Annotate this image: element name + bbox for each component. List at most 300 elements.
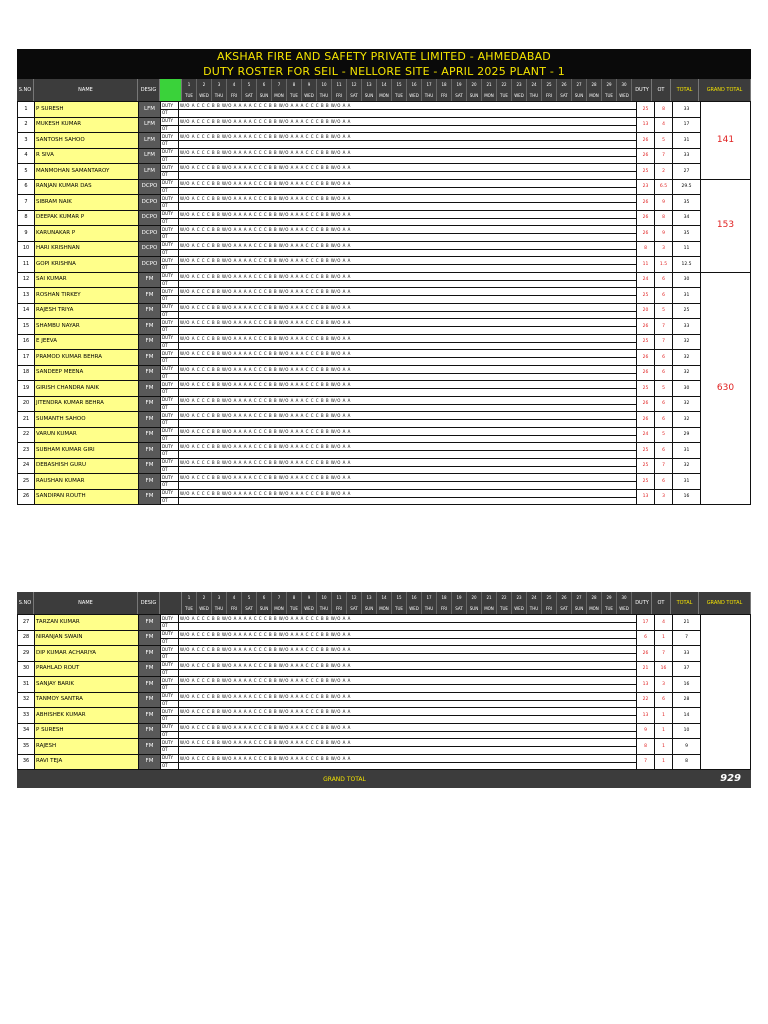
ot-count: 8 xyxy=(655,102,673,118)
duty-count: 26 xyxy=(637,350,655,366)
ot-label: OT xyxy=(161,731,179,739)
duty-codes: W/O A C C C B B W/O A A A A C C C B B W/O A A A C C C B B W/O A A xyxy=(179,646,637,654)
total-count: 10 xyxy=(673,723,701,739)
table-row xyxy=(18,692,751,700)
employee-name: SHAMBU NAYAR xyxy=(35,319,139,335)
designation: FM xyxy=(139,272,161,288)
weekday: THU xyxy=(317,90,332,101)
day-number: 24 xyxy=(527,592,542,603)
day-number: 11 xyxy=(332,79,347,90)
header-total: TOTAL xyxy=(671,79,699,101)
ot-label: OT xyxy=(161,234,179,242)
row-sno: 16 xyxy=(18,334,35,350)
weekday: TUE xyxy=(497,90,512,101)
total-count: 8 xyxy=(673,754,701,770)
employee-name: VARUN KUMAR xyxy=(35,427,139,443)
ot-codes xyxy=(179,342,637,350)
duty-codes: W/O A C C C B B W/O A A A A C C C B B W/O A A A C C C B B W/O A A xyxy=(179,272,637,280)
duty-codes: W/O A C C C B B W/O A A A A C C C B B W/O A A A C C C B B W/O A A xyxy=(179,257,637,265)
weekday: SUN xyxy=(257,90,272,101)
weekday: SUN xyxy=(572,603,587,614)
ot-count: 3 xyxy=(655,677,673,693)
total-count: 33 xyxy=(673,102,701,118)
weekday: SUN xyxy=(257,603,272,614)
total-count: 27 xyxy=(673,164,701,180)
employee-name: ROSHAN TIRKEY xyxy=(35,288,139,304)
total-count: 32 xyxy=(673,334,701,350)
duty-codes: W/O A C C C B B W/O A A A A C C C B B W/O A A A C C C B B W/O A A xyxy=(179,723,637,731)
employee-name: E JEEVA xyxy=(35,334,139,350)
ot-label: OT xyxy=(161,265,179,273)
duty-label: DUTY xyxy=(161,241,179,249)
day-number: 18 xyxy=(437,79,452,90)
duty-codes: W/O A C C C B B W/O A A A A C C C B B W/O A A A C C C B B W/O A A xyxy=(179,226,637,234)
header-ot: OT xyxy=(652,79,671,101)
day-number: 19 xyxy=(452,79,467,90)
duty-count: 26 xyxy=(637,210,655,226)
table-row xyxy=(18,257,751,265)
weekday: SAT xyxy=(242,90,257,101)
ot-label: OT xyxy=(161,747,179,755)
duty-codes: W/O A C C C B B W/O A A A A C C C B B W/O A A A C C C B B W/O A A xyxy=(179,754,637,762)
header-duty: DUTY xyxy=(633,592,652,614)
day-number: 9 xyxy=(302,79,317,90)
day-number: 27 xyxy=(572,592,587,603)
total-count: 34 xyxy=(673,210,701,226)
day-number: 6 xyxy=(257,79,272,90)
day-number: 17 xyxy=(422,592,437,603)
weekday: THU xyxy=(317,603,332,614)
header-duty: DUTY xyxy=(633,79,652,101)
ot-count: 6 xyxy=(655,365,673,381)
ot-count: 1 xyxy=(655,754,673,770)
duty-count: 7 xyxy=(637,754,655,770)
total-count: 30 xyxy=(673,272,701,288)
row-sno: 7 xyxy=(18,195,35,211)
total-count: 33 xyxy=(673,148,701,164)
weekday: FRI xyxy=(437,603,452,614)
employee-name: DIP KUMAR ACHARIYA xyxy=(35,646,139,662)
weekday: WED xyxy=(512,603,527,614)
row-sno: 27 xyxy=(18,615,35,631)
ot-count: 6 xyxy=(655,474,673,490)
weekday: WED xyxy=(512,90,527,101)
day-number: 23 xyxy=(512,79,527,90)
ot-label: OT xyxy=(161,466,179,474)
employee-name: PRAMOD KUMAR BEHRA xyxy=(35,350,139,366)
ot-count: 9 xyxy=(655,226,673,242)
duty-count: 26 xyxy=(637,319,655,335)
row-sno: 35 xyxy=(18,739,35,755)
duty-label: DUTY xyxy=(161,661,179,669)
duty-label: DUTY xyxy=(161,272,179,280)
table-row xyxy=(18,630,751,638)
duty-label: DUTY xyxy=(161,692,179,700)
ot-count: 7 xyxy=(655,334,673,350)
table-row xyxy=(18,646,751,654)
total-count: 37 xyxy=(673,661,701,677)
ot-codes xyxy=(179,747,637,755)
table-row xyxy=(18,396,751,404)
ot-codes xyxy=(179,172,637,180)
day-number: 8 xyxy=(287,592,302,603)
ot-count: 1 xyxy=(655,708,673,724)
total-count: 12.5 xyxy=(673,257,701,273)
day-number: 14 xyxy=(377,79,392,90)
ot-count: 6 xyxy=(655,412,673,428)
ot-label: OT xyxy=(161,497,179,505)
day-number: 12 xyxy=(347,79,362,90)
table-row xyxy=(18,708,751,716)
weekday: SUN xyxy=(467,603,482,614)
duty-count: 20 xyxy=(637,303,655,319)
designation: DCPO xyxy=(139,179,161,195)
day-number: 5 xyxy=(242,592,257,603)
row-sno: 36 xyxy=(18,754,35,770)
ot-codes xyxy=(179,311,637,319)
ot-codes xyxy=(179,280,637,288)
duty-count: 22 xyxy=(637,692,655,708)
header-grand-total: GRAND TOTAL xyxy=(699,592,751,614)
ot-label: OT xyxy=(161,654,179,662)
duty-label: DUTY xyxy=(161,427,179,435)
employee-name: JITENDRA KUMAR BEHRA xyxy=(35,396,139,412)
duty-label: DUTY xyxy=(161,754,179,762)
ot-count: 5 xyxy=(655,427,673,443)
day-number: 17 xyxy=(422,79,437,90)
grand-total-cell: 630 xyxy=(701,272,751,505)
table-row xyxy=(18,754,751,762)
duty-label: DUTY xyxy=(161,319,179,327)
row-sno: 31 xyxy=(18,677,35,693)
employee-name: ABHISHEK KUMAR xyxy=(35,708,139,724)
duty-count: 26 xyxy=(637,226,655,242)
employee-name: SUMANTH SAHOO xyxy=(35,412,139,428)
ot-codes xyxy=(179,731,637,739)
row-sno: 11 xyxy=(18,257,35,273)
duty-count: 26 xyxy=(637,148,655,164)
duty-label: DUTY xyxy=(161,195,179,203)
designation: DCPO xyxy=(139,241,161,257)
duty-label: DUTY xyxy=(161,334,179,342)
weekday: SAT xyxy=(347,90,362,101)
duty-codes: W/O A C C C B B W/O A A A A C C C B B W/O A A A C C C B B W/O A A xyxy=(179,427,637,435)
duty-codes: W/O A C C C B B W/O A A A A C C C B B W/O A A A C C C B B W/O A A xyxy=(179,319,637,327)
row-sno: 21 xyxy=(18,412,35,428)
table-row xyxy=(18,412,751,420)
ot-codes xyxy=(179,156,637,164)
duty-codes: W/O A C C C B B W/O A A A A C C C B B W/O A A A C C C B B W/O A A xyxy=(179,615,637,623)
weekday: MON xyxy=(587,90,602,101)
row-sno: 15 xyxy=(18,319,35,335)
row-sno: 9 xyxy=(18,226,35,242)
designation: LFM xyxy=(139,148,161,164)
duty-codes: W/O A C C C B B W/O A A A A C C C B B W/O A A A C C C B B W/O A A xyxy=(179,396,637,404)
row-sno: 30 xyxy=(18,661,35,677)
duty-label: DUTY xyxy=(161,646,179,654)
header-row xyxy=(17,592,751,614)
day-number: 28 xyxy=(587,79,602,90)
total-count: 31 xyxy=(673,133,701,149)
ot-label: OT xyxy=(161,311,179,319)
ot-count: 4 xyxy=(655,117,673,133)
row-sno: 13 xyxy=(18,288,35,304)
total-count: 14 xyxy=(673,708,701,724)
duty-count: 25 xyxy=(637,334,655,350)
day-number: 15 xyxy=(392,79,407,90)
designation: FM xyxy=(139,708,161,724)
day-number: 2 xyxy=(197,79,212,90)
duty-codes: W/O A C C C B B W/O A A A A C C C B B W/O A A A C C C B B W/O A A xyxy=(179,677,637,685)
total-count: 33 xyxy=(673,646,701,662)
table-row xyxy=(18,739,751,747)
employee-name: SAI KUMAR xyxy=(35,272,139,288)
table-row xyxy=(18,723,751,731)
designation: LFM xyxy=(139,102,161,118)
row-sno: 17 xyxy=(18,350,35,366)
duty-count: 8 xyxy=(637,241,655,257)
ot-label: OT xyxy=(161,451,179,459)
weekday: WED xyxy=(302,90,317,101)
weekday: THU xyxy=(422,603,437,614)
duty-label: DUTY xyxy=(161,210,179,218)
designation: FM xyxy=(139,630,161,646)
ot-label: OT xyxy=(161,669,179,677)
weekday: SAT xyxy=(557,90,572,101)
total-count: 32 xyxy=(673,365,701,381)
day-number: 16 xyxy=(407,79,422,90)
weekday: SUN xyxy=(467,90,482,101)
ot-codes xyxy=(179,249,637,257)
duty-codes: W/O A C C C B B W/O A A A A C C C B B W/O A A A C C C B B W/O A A xyxy=(179,350,637,358)
designation: FM xyxy=(139,615,161,631)
duty-codes: W/O A C C C B B W/O A A A A C C C B B W/O A A A C C C B B W/O A A xyxy=(179,443,637,451)
day-number: 11 xyxy=(332,592,347,603)
total-count: 33 xyxy=(673,319,701,335)
duty-codes: W/O A C C C B B W/O A A A A C C C B B W/O A A A C C C B B W/O A A xyxy=(179,164,637,172)
ot-count: 6 xyxy=(655,692,673,708)
duty-count: 13 xyxy=(637,117,655,133)
header-name: NAME xyxy=(34,79,138,101)
designation: FM xyxy=(139,661,161,677)
table-row xyxy=(18,319,751,327)
employee-name: SIBRAM NAIK xyxy=(35,195,139,211)
row-sno: 1 xyxy=(18,102,35,118)
roster-table xyxy=(17,101,751,505)
weekday: FRI xyxy=(542,90,557,101)
roster-sheet-page-2 xyxy=(17,592,751,788)
row-sno: 22 xyxy=(18,427,35,443)
total-count: 31 xyxy=(673,443,701,459)
ot-label: OT xyxy=(161,125,179,133)
designation: FM xyxy=(139,319,161,335)
day-number: 3 xyxy=(212,592,227,603)
ot-label: OT xyxy=(161,700,179,708)
weekday: SAT xyxy=(452,603,467,614)
ot-codes xyxy=(179,700,637,708)
designation: DCPO xyxy=(139,257,161,273)
ot-count: 6 xyxy=(655,396,673,412)
ot-count: 1 xyxy=(655,723,673,739)
weekday: TUE xyxy=(287,90,302,101)
ot-count: 7 xyxy=(655,319,673,335)
total-count: 31 xyxy=(673,288,701,304)
row-sno: 18 xyxy=(18,365,35,381)
table-row xyxy=(18,474,751,482)
ot-codes xyxy=(179,125,637,133)
table-row xyxy=(18,427,751,435)
ot-codes xyxy=(179,420,637,428)
weekday: SAT xyxy=(242,603,257,614)
employee-name: DEBASHISH GURU xyxy=(35,458,139,474)
grand-total-row xyxy=(17,770,751,788)
duty-codes: W/O A C C C B B W/O A A A A C C C B B W/O A A A C C C B B W/O A A xyxy=(179,210,637,218)
grand-total-value: 929 xyxy=(720,773,741,784)
grand-total-cell: 153 xyxy=(701,179,751,272)
designation: FM xyxy=(139,474,161,490)
duty-codes: W/O A C C C B B W/O A A A A C C C B B W/O A A A C C C B B W/O A A xyxy=(179,195,637,203)
day-number: 8 xyxy=(287,79,302,90)
ot-codes xyxy=(179,654,637,662)
duty-label: DUTY xyxy=(161,412,179,420)
employee-name: TARZAN KUMAR xyxy=(35,615,139,631)
row-sno: 8 xyxy=(18,210,35,226)
duty-count: 25 xyxy=(637,164,655,180)
weekday: FRI xyxy=(332,90,347,101)
weekday: THU xyxy=(212,603,227,614)
total-count: 28 xyxy=(673,692,701,708)
ot-count: 6 xyxy=(655,350,673,366)
row-sno: 3 xyxy=(18,133,35,149)
table-row xyxy=(18,443,751,451)
row-sno: 24 xyxy=(18,458,35,474)
header-sno: S.NO xyxy=(17,79,34,101)
day-number: 4 xyxy=(227,79,242,90)
day-number: 23 xyxy=(512,592,527,603)
weekday: MON xyxy=(272,603,287,614)
designation: FM xyxy=(139,288,161,304)
company-title: AKSHAR FIRE AND SAFETY PRIVATE LIMITED - AHMEDABAD xyxy=(17,49,751,64)
day-number: 29 xyxy=(602,79,617,90)
duty-count: 24 xyxy=(637,427,655,443)
duty-label: DUTY xyxy=(161,739,179,747)
table-row xyxy=(18,350,751,358)
duty-codes: W/O A C C C B B W/O A A A A C C C B B W/O A A A C C C B B W/O A A xyxy=(179,489,637,497)
row-sno: 14 xyxy=(18,303,35,319)
ot-label: OT xyxy=(161,358,179,366)
designation: FM xyxy=(139,677,161,693)
designation: FM xyxy=(139,443,161,459)
total-count: 35 xyxy=(673,195,701,211)
ot-count: 3 xyxy=(655,489,673,505)
table-row xyxy=(18,334,751,342)
ot-label: OT xyxy=(161,404,179,412)
duty-label: DUTY xyxy=(161,226,179,234)
day-number: 12 xyxy=(347,592,362,603)
ot-label: OT xyxy=(161,156,179,164)
duty-label: DUTY xyxy=(161,615,179,623)
duty-count: 23 xyxy=(637,179,655,195)
table-row xyxy=(18,615,751,623)
day-number: 25 xyxy=(542,592,557,603)
weekday: MON xyxy=(377,603,392,614)
weekday: WED xyxy=(617,90,632,101)
duty-count: 26 xyxy=(637,412,655,428)
employee-name: SANDEEP MEENA xyxy=(35,365,139,381)
ot-count: 6 xyxy=(655,272,673,288)
header-row xyxy=(17,79,751,101)
duty-count: 26 xyxy=(637,646,655,662)
table-row xyxy=(18,148,751,156)
duty-codes: W/O A C C C B B W/O A A A A C C C B B W/O A A A C C C B B W/O A A xyxy=(179,630,637,638)
ot-label: OT xyxy=(161,296,179,304)
day-number: 21 xyxy=(482,592,497,603)
duty-codes: W/O A C C C B B W/O A A A A C C C B B W/O A A A C C C B B W/O A A xyxy=(179,133,637,141)
designation: FM xyxy=(139,381,161,397)
table-row xyxy=(18,677,751,685)
weekday: MON xyxy=(482,603,497,614)
table-row xyxy=(18,195,751,203)
ot-count: 6.5 xyxy=(655,179,673,195)
duty-label: DUTY xyxy=(161,630,179,638)
total-count: 32 xyxy=(673,350,701,366)
day-number: 29 xyxy=(602,592,617,603)
ot-codes xyxy=(179,685,637,693)
employee-name: GIRISH CHANDRA NAIK xyxy=(35,381,139,397)
weekday: MON xyxy=(377,90,392,101)
ot-codes xyxy=(179,373,637,381)
duty-codes: W/O A C C C B B W/O A A A A C C C B B W/O A A A C C C B B W/O A A xyxy=(179,365,637,373)
duty-label: DUTY xyxy=(161,148,179,156)
ot-codes xyxy=(179,435,637,443)
duty-count: 24 xyxy=(637,272,655,288)
designation: FM xyxy=(139,427,161,443)
duty-codes: W/O A C C C B B W/O A A A A C C C B B W/O A A A C C C B B W/O A A xyxy=(179,241,637,249)
ot-codes xyxy=(179,762,637,770)
ot-count: 1 xyxy=(655,630,673,646)
duty-codes: W/O A C C C B B W/O A A A A C C C B B W/O A A A C C C B B W/O A A xyxy=(179,334,637,342)
duty-label: DUTY xyxy=(161,396,179,404)
weekday: MON xyxy=(587,603,602,614)
duty-count: 21 xyxy=(637,661,655,677)
day-number: 15 xyxy=(392,592,407,603)
duty-label: DUTY xyxy=(161,381,179,389)
day-number: 30 xyxy=(617,79,632,90)
weekday: WED xyxy=(302,603,317,614)
designation: LFM xyxy=(139,117,161,133)
row-sno: 26 xyxy=(18,489,35,505)
duty-label: DUTY xyxy=(161,288,179,296)
table-row xyxy=(18,489,751,497)
row-sno: 12 xyxy=(18,272,35,288)
ot-label: OT xyxy=(161,203,179,211)
day-number: 3 xyxy=(212,79,227,90)
designation: FM xyxy=(139,334,161,350)
weekday: THU xyxy=(212,90,227,101)
table-row xyxy=(18,102,751,110)
duty-label: DUTY xyxy=(161,257,179,265)
table-row xyxy=(18,272,751,280)
duty-count: 25 xyxy=(637,474,655,490)
ot-codes xyxy=(179,497,637,505)
weekday: MON xyxy=(272,90,287,101)
ot-label: OT xyxy=(161,172,179,180)
weekday: FRI xyxy=(437,90,452,101)
employee-name: SUBHAM KUMAR GIRI xyxy=(35,443,139,459)
total-count: 32 xyxy=(673,412,701,428)
duty-label: DUTY xyxy=(161,458,179,466)
duty-label: DUTY xyxy=(161,164,179,172)
